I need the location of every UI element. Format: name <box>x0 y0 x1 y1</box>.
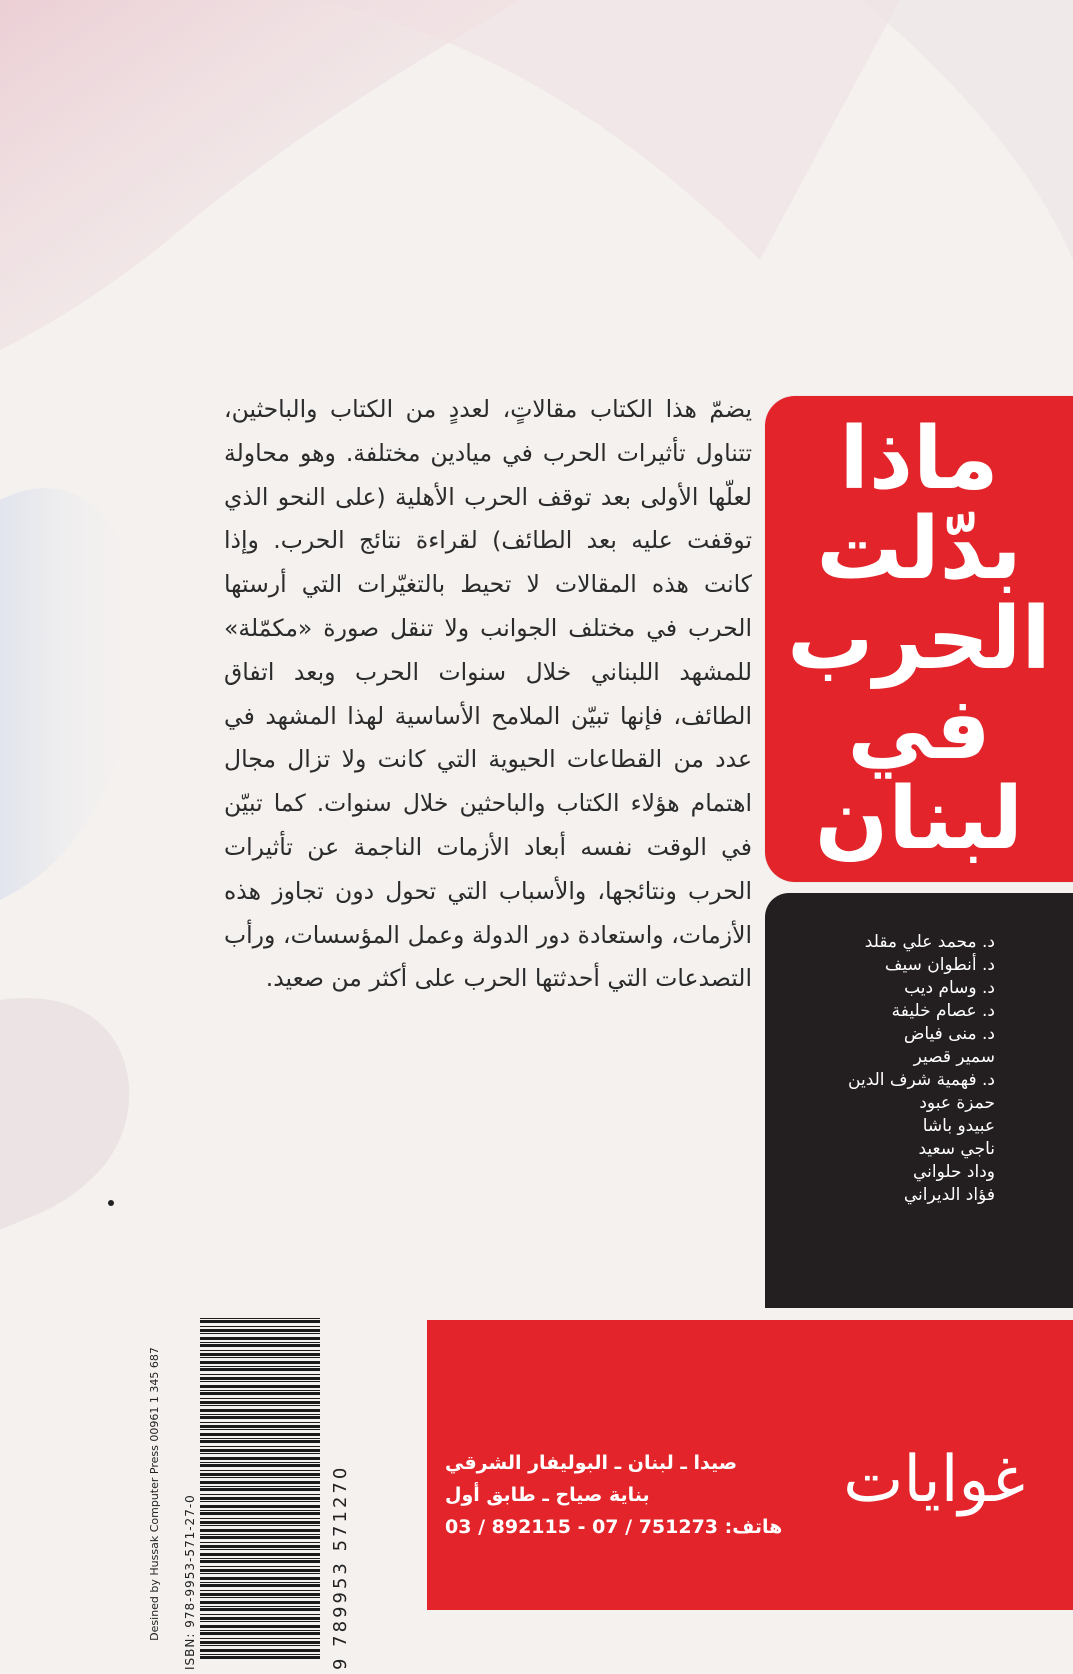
author-name: د. منى فياض <box>903 1024 995 1044</box>
author-name: د. وسام ديب <box>904 978 995 998</box>
title-line: الحرب <box>787 589 1051 689</box>
publisher-logo: غوايات <box>843 1443 1025 1517</box>
barcode-digits: 9 789953 571270 <box>330 1464 351 1670</box>
book-description: يضمّ هذا الكتاب مقالاتٍ، لعددٍ من الكتاب والباحثين، تتناول تأثيرات الحرب في ميادين مختلفة. وهو محاولة لعلّها الأولى بعد توقف الحرب الأهلية (على النحو الذي توقفت عليه بعد الطائف) لقراءة نتائج الحرب. وإذا كانت هذه المقالات لا تحيط بالتغيّرات التي أرستها الحرب في مختلف الجوانب ولا تنقل صورة «مكمّلة» للمشهد اللبناني خلال سنوات الحرب وبعد اتفاق الطائف، فإنها تبيّن الملامح الأساسية لهذا المشهد في عدد من القطاعات الحيوية التي كانت ولا تزال مجال اهتمام هؤلاء الكتاب والباحثين خلال سنوات. كما تبيّن في الوقت نفسه أبعاد الأزمات الناجمة عن تأثيرات الحرب ونتائجها، والأسباب التي تحول دون تجاوز هذه الأزمات، واستعادة دور الدولة وعمل المؤسسات، ورأب التصدعات التي أحدثتها الحرب على أكثر من صعيد. <box>224 395 752 993</box>
author-name: عبيدو باشا <box>922 1116 995 1136</box>
author-name: د. محمد علي مقلد <box>864 932 995 952</box>
author-name: فؤاد الديراني <box>903 1185 995 1205</box>
author-name: د. عصام خليفة <box>891 1001 995 1021</box>
authors-list <box>765 893 1073 1308</box>
title-line: في <box>847 679 991 779</box>
isbn-text: ISBN: 978-9953-571-27-0 <box>183 1494 197 1670</box>
address-line: بناية صياح ـ طابق أول <box>445 1484 650 1506</box>
ink-dot <box>108 1200 114 1206</box>
title-line: لبنان <box>814 769 1024 869</box>
author-name: د. فهمية شرف الدين <box>848 1070 995 1090</box>
designer-credit: Desined by Hussak Computer Press 00961 1 345 687 <box>148 1347 161 1641</box>
title-line: ماذا <box>839 409 999 509</box>
author-name: حمزة عبود <box>919 1093 995 1113</box>
publisher-panel <box>427 1320 1073 1610</box>
barcode-icon <box>200 1310 320 1670</box>
publisher-address <box>445 1447 845 1543</box>
author-name: سمير قصير <box>913 1047 995 1067</box>
phone-line: هاتف: 751273 / 07 - 892115 / 03 <box>445 1516 783 1538</box>
author-name: د. أنطوان سيف <box>884 955 995 975</box>
title-line: بدّلت <box>816 499 1022 599</box>
author-name: وداد حلواني <box>912 1162 995 1182</box>
address-line: صيدا ـ لبنان ـ البوليفار الشرقي <box>445 1452 738 1474</box>
author-name: ناجي سعيد <box>918 1139 995 1159</box>
book-title-box <box>765 396 1073 882</box>
